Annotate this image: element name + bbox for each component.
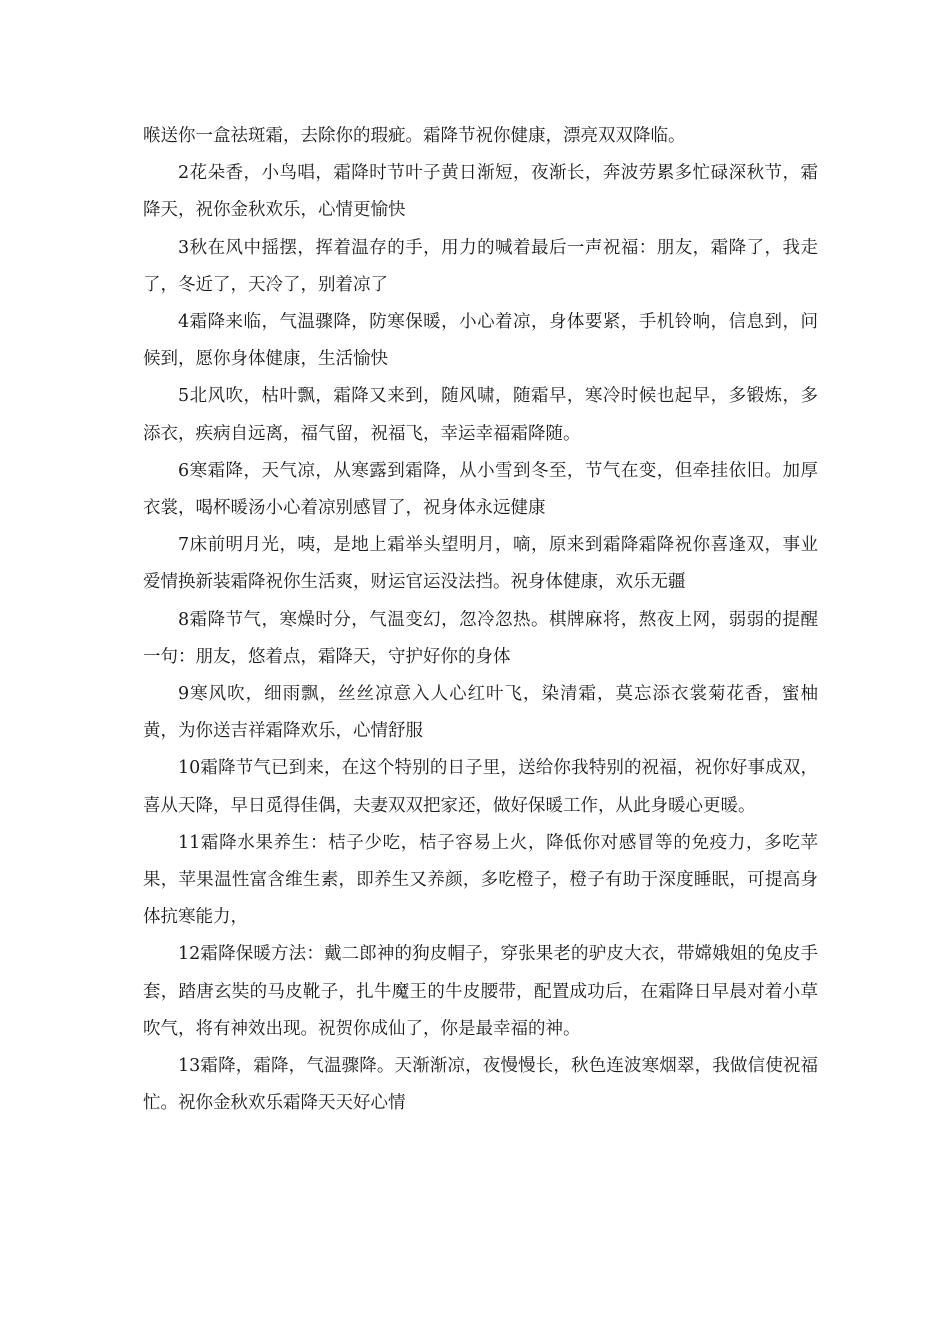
paragraph-9: 9寒风吹，细雨飘，丝丝凉意入人心红叶飞，染清霜，莫忘添衣裳菊花香，蜜柚黄，为你送吉祥霜降欢乐，心情舒服	[143, 684, 818, 742]
paragraph-continued: 喉送你一盒祛斑霜，去除你的瑕疵。霜降节祝你健康，漂亮双双降临。	[143, 126, 686, 146]
paragraph-8: 8霜降节气，寒燥时分，气温变幻，忽冷忽热。棋牌麻将，熬夜上网，弱弱的提醒一句：朋友，悠着点，霜降天，守护好你的身体	[143, 609, 818, 667]
paragraph-13: 13霜降，霜降，气温骤降。天渐渐凉，夜慢慢长，秋色连波寒烟翠，我做信使祝福忙。祝你金秋欢乐霜降天天好心情	[143, 1056, 818, 1114]
paragraph-4: 4霜降来临，气温骤降，防寒保暖，小心着凉，身体要紧，手机铃响，信息到，问候到，愿你身体健康，生活愉快	[143, 312, 818, 370]
paragraph-3: 3秋在风中摇摆，挥着温存的手，用力的喊着最后一声祝福：朋友，霜降了，我走了，冬近了，天冷了，别着凉了	[143, 237, 818, 295]
paragraph-12: 12霜降保暖方法：戴二郎神的狗皮帽子，穿张果老的驴皮大衣，带嫦娥姐的兔皮手套，踏唐玄奘的马皮靴子，扎牛魔王的牛皮腰带，配置成功后，在霜降日早晨对着小草吹气，将有神效出现。祝贺你成仙了，你是最幸福的神。	[143, 944, 818, 1039]
paragraph-11: 11霜降水果养生：桔子少吃，桔子容易上火，降低你对感冒等的免疫力，多吃苹果，苹果温性富含维生素，即养生又养颜，多吃橙子，橙子有助于深度睡眠，可提高身体抗寒能力，	[143, 832, 818, 928]
paragraph-5: 5北风吹，枯叶飘，霜降又来到，随风啸，随霜早，寒冷时候也起早，多锻炼，多添衣，疾病自远离，福气留，祝福飞，幸运幸福霜降随。	[143, 386, 818, 444]
paragraph-7: 7床前明月光，咦，是地上霜举头望明月，嘀，原来到霜降霜降祝你喜逢双，事业爱情换新装霜降祝你生活爽，财运官运没法挡。祝身体健康，欢乐无疆	[143, 535, 818, 593]
paragraph-6: 6寒霜降，天气凉，从寒露到霜降，从小雪到冬至，节气在变，但牵挂依旧。加厚衣裳，喝杯暖汤小心着凉别感冒了，祝身体永远健康	[143, 460, 818, 519]
paragraph-2: 2花朵香，小鸟唱，霜降时节叶子黄日渐短，夜渐长，奔波劳累多忙碌深秋节，霜降天，祝你金秋欢乐，心情更愉快	[143, 163, 818, 221]
paragraph-10: 10霜降节气已到来，在这个特别的日子里，送给你我特别的祝福，祝你好事成双，喜从天降，早日觅得佳偶，夫妻双双把家还，做好保暖工作，从此身暖心更暖。	[143, 758, 818, 816]
document-body	[143, 118, 818, 1122]
